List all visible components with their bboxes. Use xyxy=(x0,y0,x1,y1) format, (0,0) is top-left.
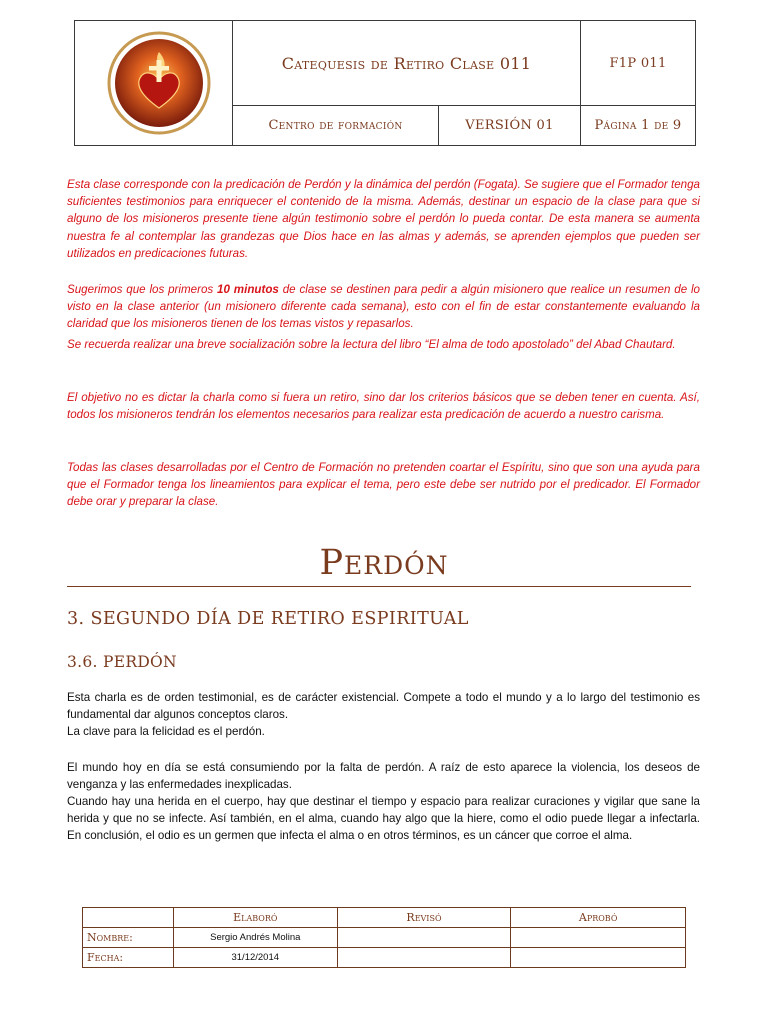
subsection-heading: 3.6. PERDÓN xyxy=(67,653,177,671)
body-paragraph-4: Cuando hay una herida en el cuerpo, hay que destinar el tiempo y espacio para realizar curaciones y vigilar que sane la herida y que no se infecte. Así también, en el alma, cuando hay algo que la hiere, como el odio puede llegar a infectarla. En conclusión, el odio es un germen que infecta el alma o en otros términos, es un cáncer que corroe el alma. xyxy=(67,795,700,843)
section-heading: 3. SEGUNDO DÍA DE RETIRO ESPIRITUAL xyxy=(67,609,469,629)
elaboro-name: Sergio Andrés Molina xyxy=(173,928,337,948)
date-label: Fecha: xyxy=(83,948,174,968)
flaming-heart-logo xyxy=(106,30,212,136)
page-number: Página 1 de 9 xyxy=(594,118,682,133)
title-divider xyxy=(67,586,691,587)
version-label: VERSIÓN 01 xyxy=(465,118,554,133)
intro-paragraph-5: Todas las clases desarrolladas por el Centro de Formación no pretenden coartar el Espíritu, sino que son una ayuda para que el Formador tenga los lineamientos para explicar el tema, pero este debe ser nutrido por el predicador. El Formador debe orar y preparar la clase. xyxy=(67,461,700,509)
document-header xyxy=(74,20,696,146)
document-title: Catequesis de Retiro Clase 011 xyxy=(281,53,532,73)
document-code: F1P 011 xyxy=(609,55,667,71)
name-label: Nombre: xyxy=(83,928,174,948)
elaboro-date: 31/12/2014 xyxy=(173,948,337,968)
body-paragraph-3: El mundo hoy en día se está consumiendo por la falta de perdón. A raíz de esto aparece la violencia, los deseos de venganza y las enfermedades inexplicadas. xyxy=(67,761,700,792)
approval-table xyxy=(82,907,686,968)
intro-paragraph-3: Se recuerda realizar una breve socialización sobre la lectura del libro “El alma de todo apostolado” del Abad Chautard. xyxy=(67,338,676,351)
aprobo-header: Aprobó xyxy=(511,908,686,928)
body-paragraph-2: La clave para la felicidad es el perdón. xyxy=(67,725,265,738)
aprobo-name xyxy=(511,928,686,948)
body-paragraph-1: Esta charla es de orden testimonial, es de carácter existencial. Compete a todo el mundo y a lo largo del testimonio es fundamental dar algunos conceptos claros. xyxy=(67,691,700,722)
intro-bold-duration: 10 minutos xyxy=(217,283,279,296)
department-label: Centro de formación xyxy=(268,118,403,133)
intro-paragraph-1: Esta clase corresponde con la predicación de Perdón y la dinámica del perdón (Fogata). Se sugiere que el Formador tenga suficientes testimonios para enriquecer el contenido de la misma. Además, destinar un espacio de la clase para que si alguno de los misioneros presente tiene algún testimonio sobre el perdón lo pueda contar. De esta manera se aumenta nuestra fe al contemplar las grandezas que Dios hace en las almas y además, se aprenden ejemplos que pueden ser utilizados en predicaciones futuras. xyxy=(67,178,700,260)
reviso-date xyxy=(337,948,511,968)
main-title: Perdón xyxy=(319,543,449,583)
elaboro-header: Elaboró xyxy=(173,908,337,928)
reviso-name xyxy=(337,928,511,948)
aprobo-date xyxy=(511,948,686,968)
intro-paragraph-4: El objetivo no es dictar la charla como si fuera un retiro, sino dar los criterios básicos que se deben tener en cuenta. Así, todos los misioneros tendrán los elementos necesarios para realizar esta predicación de acuerdo a nuestro carisma. xyxy=(67,391,700,422)
reviso-header: Revisó xyxy=(337,908,511,928)
intro-paragraph-2: Sugerimos que los primeros 10 minutos de clase se destinen para pedir a algún misionero que realice un resumen de lo visto en la clase anterior (un misionero diferente cada semana), esto con el fin de estar constantemente evaluando la claridad que los misioneros tienen de los temas vistos y repasarlos. xyxy=(67,283,701,331)
